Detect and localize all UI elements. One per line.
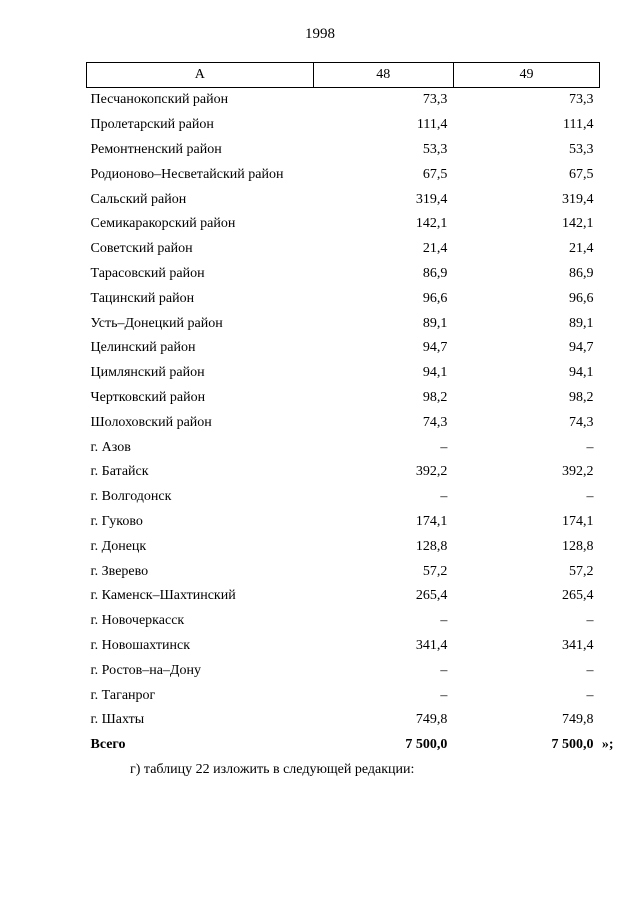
header-col-49: 49 <box>453 63 599 88</box>
row-value-49: – <box>586 439 594 455</box>
table-row <box>87 559 600 584</box>
header-col-48: 48 <box>313 63 453 88</box>
table-row <box>87 634 600 659</box>
row-name: Цимлянский район <box>90 365 205 381</box>
row-name: г. Зверево <box>90 563 149 579</box>
row-value-49: 319,4 <box>562 191 594 207</box>
row-value-49: 74,3 <box>569 414 594 430</box>
row-value-48: – <box>440 613 448 629</box>
row-value-48: 128,8 <box>415 538 448 554</box>
row-value-48: – <box>440 489 448 505</box>
row-value-48: 53,3 <box>422 141 448 157</box>
row-value-49: 89,1 <box>569 315 594 331</box>
row-value-49: 392,2 <box>562 464 594 480</box>
row-value-49: 749,8 <box>562 712 594 728</box>
row-value-49: 73,3 <box>569 92 594 108</box>
row-value-48: 98,2 <box>422 389 448 405</box>
table-row <box>87 113 600 138</box>
row-value-48: 67,5 <box>422 166 448 182</box>
total-value-48: 7 500,0 <box>405 737 448 753</box>
table-row <box>87 187 600 212</box>
row-value-48: 96,6 <box>422 290 448 306</box>
row-value-48: – <box>440 687 448 703</box>
row-name: Родионово–Несветайский район <box>90 166 284 182</box>
row-name: Пролетарский район <box>90 117 214 133</box>
table-row <box>87 708 600 733</box>
row-value-49: 111,4 <box>563 117 594 133</box>
total-value-49: 7 500,0 <box>551 737 594 753</box>
row-name: г. Донецк <box>90 538 147 554</box>
row-name: г. Батайск <box>90 464 149 480</box>
table-row <box>87 683 600 708</box>
row-name: Советский район <box>90 241 193 257</box>
row-name: Песчанокопский район <box>90 92 229 108</box>
table-row <box>87 510 600 535</box>
row-value-48: – <box>440 662 448 678</box>
row-value-48: 174,1 <box>415 513 448 529</box>
row-value-49: 94,7 <box>569 340 594 356</box>
header-col-a: А <box>87 63 314 88</box>
row-value-48: 86,9 <box>422 265 448 281</box>
table-row <box>87 311 600 336</box>
row-value-48: 94,7 <box>422 340 448 356</box>
page-number: 1998 <box>305 26 335 42</box>
row-name: г. Каменск–Шахтинский <box>90 588 236 604</box>
table-body <box>87 88 614 758</box>
table-row <box>87 162 600 187</box>
row-name: г. Азов <box>90 439 131 455</box>
table-row <box>87 584 600 609</box>
row-value-49: 21,4 <box>569 241 594 257</box>
row-value-48: 89,1 <box>422 315 448 331</box>
closing-quote-suffix: »; <box>601 737 614 753</box>
row-value-49: 174,1 <box>562 513 594 529</box>
row-value-48: 749,8 <box>415 712 448 728</box>
table-row <box>87 88 600 113</box>
row-value-49: – <box>586 489 594 505</box>
allocation-table <box>86 62 614 758</box>
row-value-49: 94,1 <box>569 365 594 381</box>
row-value-48: 392,2 <box>415 464 448 480</box>
row-value-49: 57,2 <box>569 563 594 579</box>
row-value-49: 341,4 <box>562 637 594 653</box>
table-row <box>87 485 600 510</box>
row-value-48: 319,4 <box>415 191 448 207</box>
footnote-text: г) таблицу 22 изложить в следующей редакции: <box>130 762 415 777</box>
row-value-48: 265,4 <box>415 588 448 604</box>
row-value-49: – <box>586 613 594 629</box>
table-row <box>87 212 600 237</box>
table-row <box>87 361 600 386</box>
row-name: г. Волгодонск <box>90 489 172 505</box>
table-row <box>87 138 600 163</box>
table-row <box>87 410 600 435</box>
total-value-49-cell <box>453 733 614 758</box>
table-row <box>87 435 600 460</box>
row-value-49: 86,9 <box>569 265 594 281</box>
table-row <box>87 262 600 287</box>
row-name: Семикаракорский район <box>90 216 236 232</box>
row-value-48: 21,4 <box>422 241 448 257</box>
table-header-row <box>87 63 600 88</box>
row-value-48: 111,4 <box>416 117 448 133</box>
table-row <box>87 286 600 311</box>
row-name: г. Ростов–на–Дону <box>90 662 201 678</box>
table-row <box>87 237 600 262</box>
row-name: г. Шахты <box>90 712 145 728</box>
row-value-48: 341,4 <box>415 637 448 653</box>
row-value-49: 142,1 <box>562 216 594 232</box>
table-row <box>87 658 600 683</box>
row-value-49: 98,2 <box>569 389 594 405</box>
row-name: Сальский район <box>90 191 187 207</box>
row-value-48: 94,1 <box>422 365 448 381</box>
total-label: Всего <box>90 737 126 753</box>
row-value-49: 67,5 <box>569 166 594 182</box>
table-row <box>87 534 600 559</box>
row-value-49: – <box>586 662 594 678</box>
table-row <box>87 336 600 361</box>
row-value-49: 265,4 <box>562 588 594 604</box>
row-value-49: 53,3 <box>569 141 594 157</box>
row-name: Тарасовский район <box>90 265 205 281</box>
row-name: г. Гуково <box>90 513 143 529</box>
row-name: г. Таганрог <box>90 687 156 703</box>
row-value-48: – <box>440 439 448 455</box>
table-row <box>87 609 600 634</box>
table-row <box>87 460 600 485</box>
row-name: Чертковский район <box>90 389 206 405</box>
total-value-49-wrap <box>551 737 614 753</box>
row-name: Усть–Донецкий район <box>90 315 223 331</box>
row-name: Ремонтненский район <box>90 141 222 157</box>
row-value-48: 57,2 <box>422 563 448 579</box>
row-name: г. Новочеркасск <box>90 613 185 629</box>
row-value-48: 73,3 <box>422 92 448 108</box>
total-row <box>87 733 600 758</box>
row-value-48: 74,3 <box>422 414 448 430</box>
row-name: Шолоховский район <box>90 414 212 430</box>
row-value-49: 128,8 <box>562 538 594 554</box>
row-name: Целинский район <box>90 340 196 356</box>
row-name: Тацинский район <box>90 290 195 306</box>
row-name: г. Новошахтинск <box>90 637 191 653</box>
table-row <box>87 386 600 411</box>
row-value-49: – <box>586 687 594 703</box>
row-value-49: 96,6 <box>569 290 594 306</box>
row-value-48: 142,1 <box>415 216 448 232</box>
